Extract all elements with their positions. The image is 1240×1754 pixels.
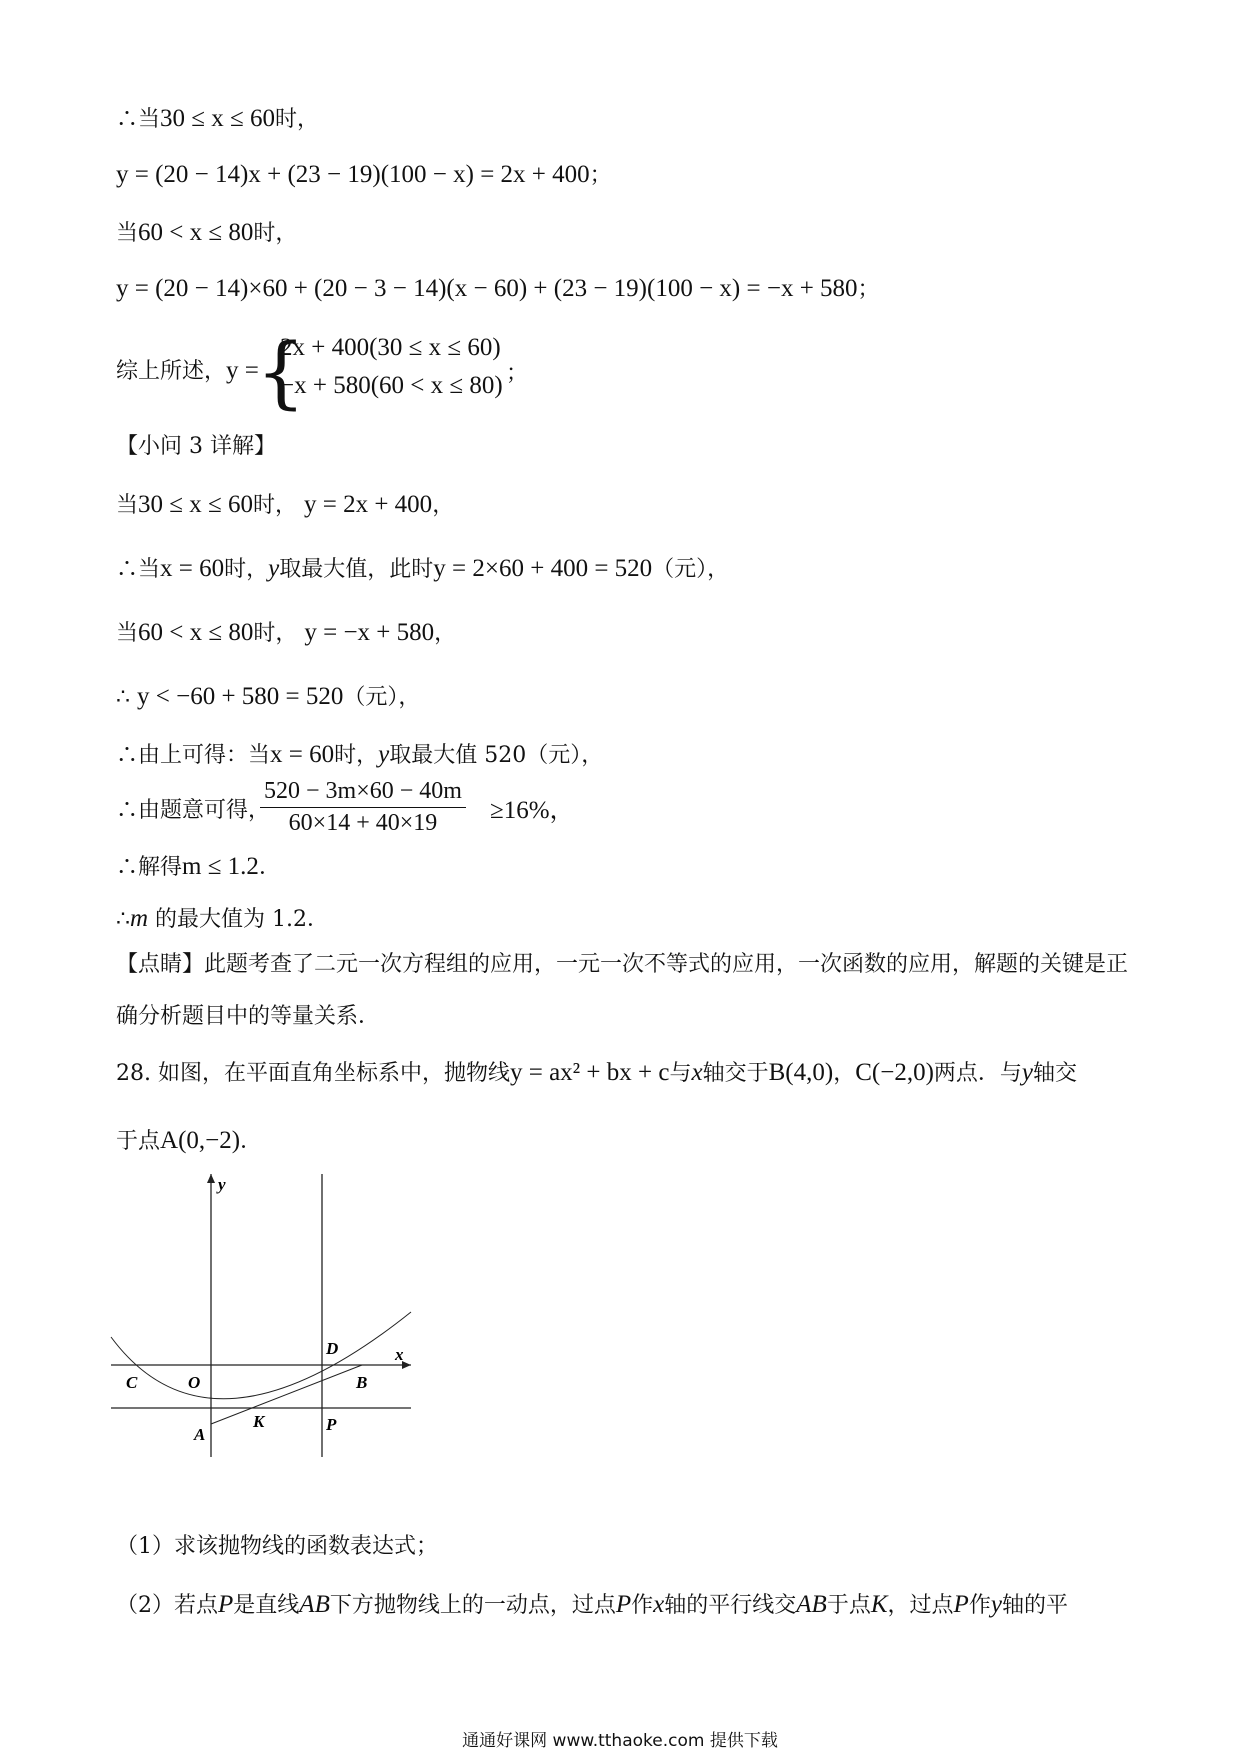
line-case1-equation: y = (20 − 14)x + (23 − 19)(100 − x) = 2x + 400； xyxy=(116,161,612,188)
line-3g: ∴解得m ≤ 1.2． xyxy=(116,853,281,880)
label-b: B xyxy=(356,1373,368,1392)
q28-line-2: 于点A(0,−2)． xyxy=(116,1127,263,1154)
summary-suffix: ； xyxy=(506,361,529,386)
math-expr: y = (20 − 14)×60 + (20 − 3 − 14)(x − 60) + (23 − 19)(100 − x) = −x + 580 xyxy=(116,275,858,302)
math-expr: y = (20 − 14)x + (23 − 19)(100 − x) = 2x + 400 xyxy=(116,161,590,188)
piecewise-case-2: −x + 580(60 < x ≤ 80) xyxy=(280,372,503,399)
page-footer: 通通好课网 www.tthaoke.com 提供下载 xyxy=(462,1731,778,1751)
line-3d: ∴ y < −60 + 580 = 520（元）， xyxy=(116,683,421,710)
line-3h: ∴m 的最大值为 1.2． xyxy=(116,905,330,932)
label-d: D xyxy=(326,1339,339,1358)
line-case1-condition: ∴当30 ≤ x ≤ 60时， xyxy=(116,105,319,132)
label-y: y xyxy=(218,1175,226,1194)
y-axis-arrow xyxy=(207,1174,215,1183)
inequality-fraction xyxy=(260,778,466,837)
line-case2-condition: 当60 < x ≤ 80时， xyxy=(116,219,298,246)
label-k: K xyxy=(253,1412,265,1431)
summary-prefix: 综上所述，y = xyxy=(116,357,259,384)
label-p: P xyxy=(326,1415,337,1434)
q28-sub2: （2）若点P是直线AB下方抛物线上的一动点，过点P作x轴的平行线交AB于点K，过点P作y轴的平 xyxy=(116,1591,1068,1618)
label-o: O xyxy=(188,1373,201,1392)
q28-sub1: （1）求该抛物线的函数表达式； xyxy=(116,1534,438,1559)
label-c: C xyxy=(126,1373,138,1392)
comment-line-2: 确分析题目中的等量关系． xyxy=(116,1004,381,1029)
math-expr: 30 ≤ x ≤ 60 xyxy=(160,105,275,132)
line-3b: ∴当x = 60时，y取最大值，此时y = 2×60 + 400 = 520（元）， xyxy=(116,555,730,582)
summary-y: y = xyxy=(226,357,259,384)
section-heading: 【小问 3 详解】 xyxy=(116,434,276,459)
label-x: x xyxy=(395,1345,404,1364)
parabola-figure xyxy=(106,1172,426,1462)
fraction-suffix: ≥16%， xyxy=(490,797,575,824)
comment-line-1: 【点睛】此题考查了二元一次方程组的应用，一元一次不等式的应用，一次函数的应用，解题的关键是正 xyxy=(116,952,1129,977)
line-3f-prefix: ∴由题意可得， xyxy=(116,798,271,823)
q28-line-1: 28. 如图，在平面直角坐标系中，抛物线y = ax² + bx + c与x轴交于B(4,0)，C(−2,0)两点．与y轴交 xyxy=(116,1059,1078,1086)
fraction-denominator: 60×14 + 40×19 xyxy=(288,810,438,836)
label-a: A xyxy=(194,1425,206,1444)
line-3e: ∴由上可得：当x = 60时，y取最大值 520（元）， xyxy=(116,741,604,768)
piecewise-case-1: 2x + 400(30 ≤ x ≤ 60) xyxy=(280,334,501,361)
fraction-numerator: 520 − 3m×60 − 40m xyxy=(260,778,466,808)
line-case2-equation: y = (20 − 14)×60 + (20 − 3 − 14)(x − 60) + (23 − 19)(100 − x) = −x + 580； xyxy=(116,275,880,302)
segment-ab xyxy=(211,1365,362,1424)
brace-symbol: { xyxy=(256,328,306,418)
math-expr: 60 < x ≤ 80 xyxy=(138,219,254,246)
line-3a: 当30 ≤ x ≤ 60时， y = 2x + 400， xyxy=(116,491,455,518)
line-3c: 当60 < x ≤ 80时， y = −x + 580， xyxy=(116,619,457,646)
